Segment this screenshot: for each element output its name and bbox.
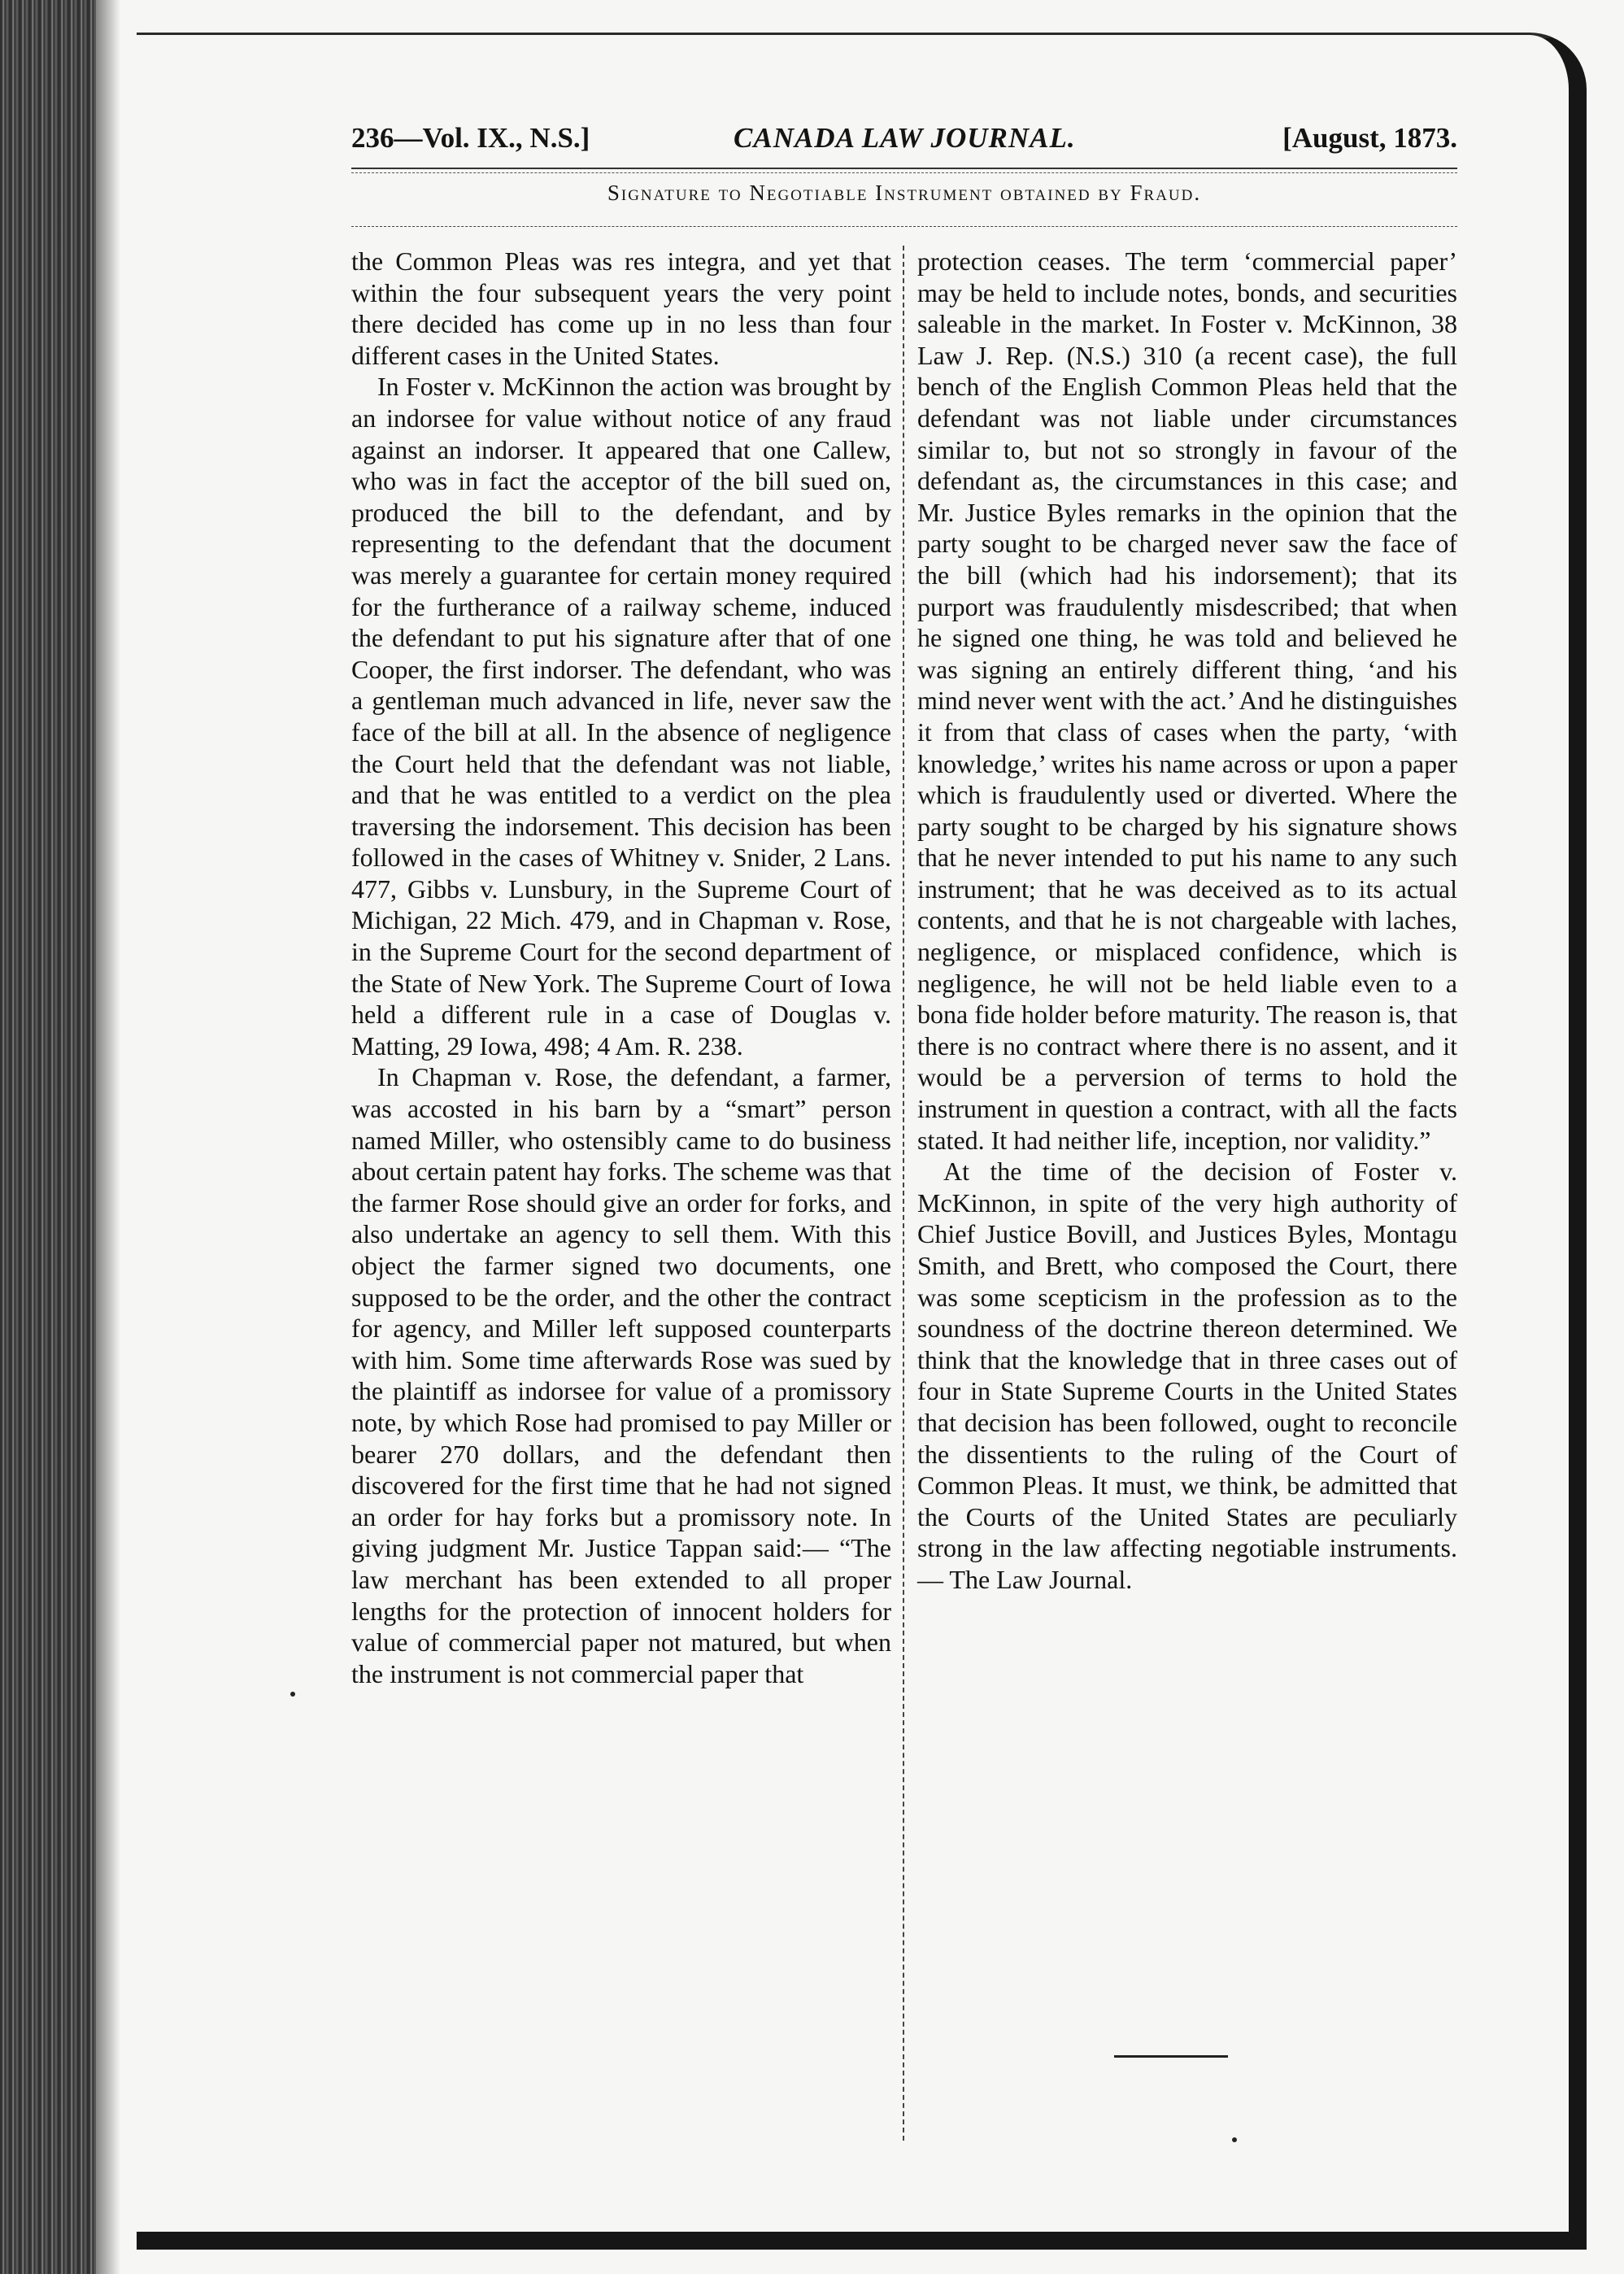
print-speck <box>1232 2137 1237 2142</box>
book-binding-edge <box>0 0 96 2274</box>
right-column <box>917 246 1457 1596</box>
paragraph: In Foster v. McKinnon the action was brought by an indorsee for value without notice of any fraud against an indorser. It appeared that one Callew, who was in fact the acceptor of the bill sued on, produced the bill to the defendant, and by representing to the defendant that the document was merely a guarantee for certain money required for the furtherance of a railway scheme, induced the defendant to put his signature after that of one Cooper, the first indorser. The defendant, who was a gentleman much advanced in life, never saw the face of the bill at all. In the absence of negligence the Court held that the defendant was not liable, and that he was entitled to a verdict on the plea traversing the indorsement. This decision has been followed in the cases of Whitney v. Snider, 2 Lans. 477, Gibbs v. Lunsbury, in the Supreme Court of Michigan, 22 Mich. 479, and in Chapman v. Rose, in the Supreme Court for the second department of the State of New York. The Supreme Court of Iowa held a different rule in a case of Douglas v. Matting, 29 Iowa, 498; 4 Am. R. 238. <box>351 372 891 1061</box>
header-date: [August, 1873. <box>1282 122 1457 154</box>
article-end-rule <box>1114 2055 1228 2058</box>
header-journal-title: CANADA LAW JOURNAL. <box>734 122 1076 154</box>
header-volume: 236—Vol. IX., N.S.] <box>351 122 590 154</box>
paragraph: protection ceases. The term ‘commercial paper’ may be held to include notes, bonds, and securities saleable in the market. In Foster v. McKinnon, 38 Law J. Rep. (N.S.) 310 (a recent case), the full bench of the English Common Pleas held that the defendant was not liable under circumstances similar to, but not so strongly in favour of the defendant as, the circumstances in this case; and Mr. Justice Byles remarks in the opinion that the party sought to be charged never saw the face of the bill (which had his indorsement); that its purport was fraudulently misdescribed; that when he signed one thing, he was told and believed he was signing an entirely different thing, ‘and his mind never went with the act.’ And he distinguishes it from that class of cases when the party, ‘with knowledge,’ writes his name across or upon a paper which is fraudulently used or diverted. Where the party sought to be charged by his signature shows that he never intended to put his name to any such instrument; that he was deceived as to its actual contents, and that he is not chargeable with laches, negligence, or misplaced confidence, which is negligence, he will not be held liable even to a bona fide holder before maturity. The reason is, that there is no contract where there is no assent, and it would be a perversion of terms to hold the instrument in question a contract, with all the facts stated. It had neither life, inception, nor validity.” <box>917 246 1457 1155</box>
title-rule <box>351 226 1457 227</box>
header-rule-second <box>351 172 1457 173</box>
paragraph: At the time of the decision of Foster v. McKinnon, in spite of the very high authority of Chief Justice Bovill, and Justices Byles, Montagu Smith, and Brett, who composed the Court, there was some scepticism in the profession as to the soundness of the doctrine thereon determined. We think that the knowledge that in three cases out of four in State Supreme Courts in the United States that decision has been followed, ought to reconcile the dissentients to the ruling of the Court of Common Pleas. It must, we think, be admitted that the Courts of the United States are peculiarly strong in the law affecting negotiable instruments.— The Law Journal. <box>917 1157 1457 1594</box>
header-rule-top <box>351 168 1457 169</box>
binding-shadow <box>96 0 120 2274</box>
section-title: Signature to Negotiable Instrument obtained by Fraud. <box>607 181 1202 205</box>
print-speck <box>290 1692 295 1697</box>
paragraph: the Common Pleas was res integra, and yet that within the four subsequent years the very point there decided has come up in no less than four different cases in the United States. <box>351 246 891 370</box>
running-head <box>351 122 1457 163</box>
left-column <box>351 246 891 1689</box>
column-divider <box>903 246 904 2141</box>
paragraph: In Chapman v. Rose, the defendant, a farmer, was accosted in his barn by a “smart” person named Miller, who ostensibly came to do business about certain patent hay forks. The scheme was that the farmer Rose should give an order for forks, and also undertake an agency to sell them. With this object the farmer signed two documents, one supposed to be the order, and the other the contract for agency, and Miller left supposed counterparts with him. Some time afterwards Rose was sued by the plaintiff as indorsee for value of a promissory note, by which Rose had promised to pay Miller or bearer 270 dollars, and the defendant then discovered for the first time that he had not signed an order for hay forks but a promissory note. In giving judgment Mr. Justice Tappan said:— “The law merchant has been extended to all proper lengths for the protection of innocent holders for value of commercial paper not matured, but when the instrument is not commercial paper that <box>351 1062 891 1688</box>
